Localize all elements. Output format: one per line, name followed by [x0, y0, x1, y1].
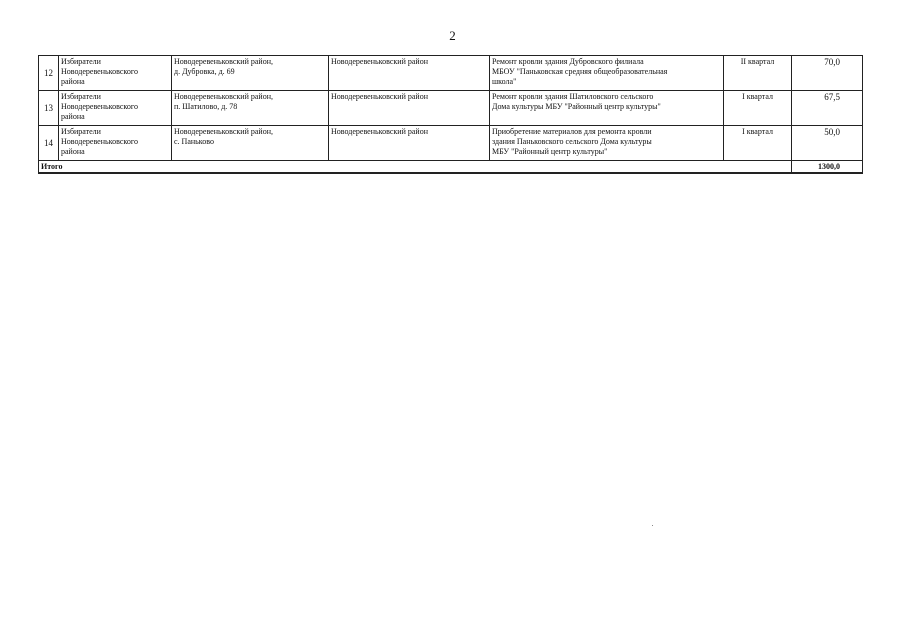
- purpose-line: здания Паньковского сельского Дома культуры: [492, 137, 652, 146]
- voters-cell: [59, 91, 172, 126]
- table-row: [39, 126, 863, 161]
- voters-cell: [59, 126, 172, 161]
- voters-line: района: [61, 77, 85, 86]
- amount-cell: 67,5: [792, 91, 863, 126]
- district-cell: Новодеревеньковский район: [329, 56, 490, 91]
- address-line: Новодеревеньковский район,: [174, 127, 273, 136]
- purpose-line: школа": [492, 77, 517, 86]
- voters-line: Новодеревеньковского: [61, 137, 138, 146]
- address-line: с. Паньково: [174, 137, 215, 146]
- district-cell: Новодеревеньковский район: [329, 91, 490, 126]
- row-number: 14: [39, 126, 59, 161]
- voters-line: района: [61, 147, 85, 156]
- address-line: Новодеревеньковский район,: [174, 57, 273, 66]
- total-amount: 1300,0: [792, 161, 863, 174]
- purpose-line: Ремонт кровли здания Шатиловского сельского: [492, 92, 654, 101]
- voters-line: Избиратели: [61, 57, 101, 66]
- amount-cell: 70,0: [792, 56, 863, 91]
- total-row: [39, 161, 863, 174]
- period-cell: I квартал: [724, 91, 792, 126]
- purpose-line: Ремонт кровли здания Дубровского филиала: [492, 57, 644, 66]
- address-cell: [172, 56, 329, 91]
- voters-line: Новодеревеньковского: [61, 102, 138, 111]
- page-number: 2: [449, 28, 456, 43]
- period-cell: I квартал: [724, 126, 792, 161]
- allocation-table: [38, 55, 863, 174]
- purpose-cell: [490, 91, 724, 126]
- total-label: Итого: [39, 161, 792, 174]
- row-number: 13: [39, 91, 59, 126]
- address-line: Новодеревеньковский район,: [174, 92, 273, 101]
- address-cell: [172, 126, 329, 161]
- voters-line: района: [61, 112, 85, 121]
- amount-cell: 50,0: [792, 126, 863, 161]
- voters-line: Избиратели: [61, 92, 101, 101]
- address-line: д. Дубровка, д. 69: [174, 67, 235, 76]
- purpose-line: Приобретение материалов для ремонта кровли: [492, 127, 652, 136]
- address-cell: [172, 91, 329, 126]
- row-number: 12: [39, 56, 59, 91]
- purpose-cell: [490, 126, 724, 161]
- address-line: п. Шатилово, д. 78: [174, 102, 238, 111]
- district-cell: Новодеревеньковский район: [329, 126, 490, 161]
- purpose-line: Дома культуры МБУ "Районный центр культуры": [492, 102, 661, 111]
- purpose-cell: [490, 56, 724, 91]
- purpose-line: МБУ "Районный центр культуры": [492, 147, 608, 156]
- purpose-line: МБОУ "Паньковская средняя общеобразовательная: [492, 67, 668, 76]
- scan-speck: [652, 525, 653, 526]
- table-row: [39, 91, 863, 126]
- table-row: [39, 56, 863, 91]
- voters-line: Избиратели: [61, 127, 101, 136]
- voters-cell: [59, 56, 172, 91]
- voters-line: Новодеревеньковского: [61, 67, 138, 76]
- period-cell: II квартал: [724, 56, 792, 91]
